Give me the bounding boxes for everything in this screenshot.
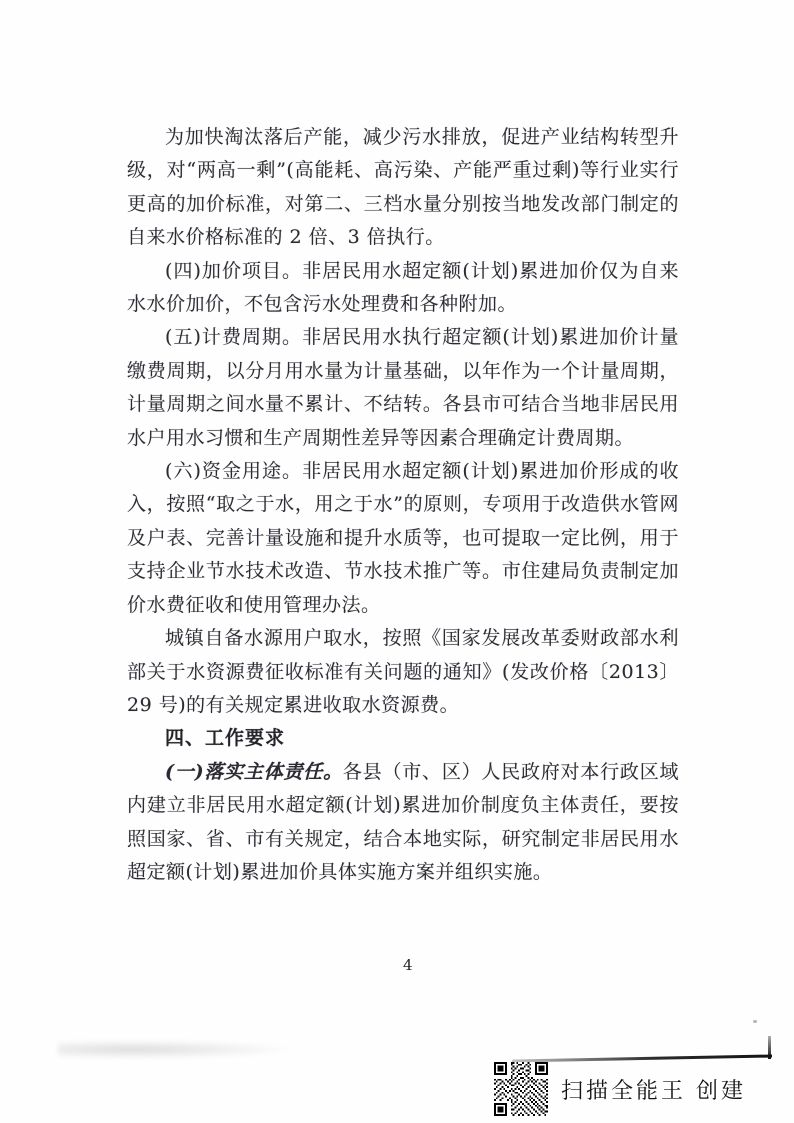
qr-code-icon [494, 1062, 548, 1116]
para-text: 城镇自备水源用户取水，按照《国家发展改革委财政部水利部关于水资源费征收标准有关问题的通知》(发改价格〔2013〕29 号)的有关规定累进收取水资源费。 [127, 627, 679, 716]
para-tiered-pricing [127, 121, 679, 255]
para-lead: (一)落实主体责任。 [165, 760, 343, 783]
para-item-5-billing-cycle [127, 321, 679, 455]
scan-smudge [58, 1040, 293, 1059]
para-text: (六)资金用途。非居民用水超定额(计划)累进加价形成的收入，按照“取之于水，用之于水”的原则，专项用于改造供水管网及户表、完善计量设施和提升水质等，也可提取一定比例，用于支持企业节水技术改造、节水技术推广等。市住建局负责制定加价水费征收和使用管理办法。 [127, 460, 679, 616]
para-text: 各县（市、区）人民政府对本行政区域内建立非居民用水超定额(计划)累进加价制度负主体责任，要按照国家、省、市有关规定，结合本地实际，研究制定非居民用水超定额(计划)累进加价具体实施方案并组织实施。 [127, 760, 679, 883]
para-item-4-surcharge-items [127, 255, 679, 322]
para-text: (五)计费周期。非居民用水执行超定额(计划)累进加价计量缴费周期，以分月用水量为计量基础，以年作为一个计量周期，计量周期之间水量不累计、不结转。各县市可结合当地非居民用水户用水习惯和生产周期性差异等因素合理确定计费周期。 [127, 326, 679, 449]
para-text: 为加快淘汰落后产能，减少污水排放，促进产业结构转型升级，对“两高一剩”(高能耗、高污染、产能严重过剩)等行业实行更高的加价标准，对第二、三档水量分别按当地发改部门制定的自来水价格标准的 2 倍、3 倍执行。 [127, 126, 679, 249]
scan-edge-vertical [768, 1036, 771, 1059]
para-item-6-fund-usage [127, 455, 679, 622]
scan-speck [753, 1020, 757, 1023]
page-number: 4 [403, 956, 413, 974]
document-body [127, 121, 679, 889]
para-self-supplied-water [127, 622, 679, 722]
watermark-label: 扫描全能王 创建 [561, 1078, 746, 1104]
section-heading-work-requirements: 四、工作要求 [165, 727, 286, 750]
scanner-watermark [494, 1062, 746, 1116]
para-text: (四)加价项目。非居民用水超定额(计划)累进加价仅为自来水水价加价，不包含污水处理费和各种附加。 [127, 259, 679, 316]
para-item-1-responsibility [127, 756, 679, 890]
